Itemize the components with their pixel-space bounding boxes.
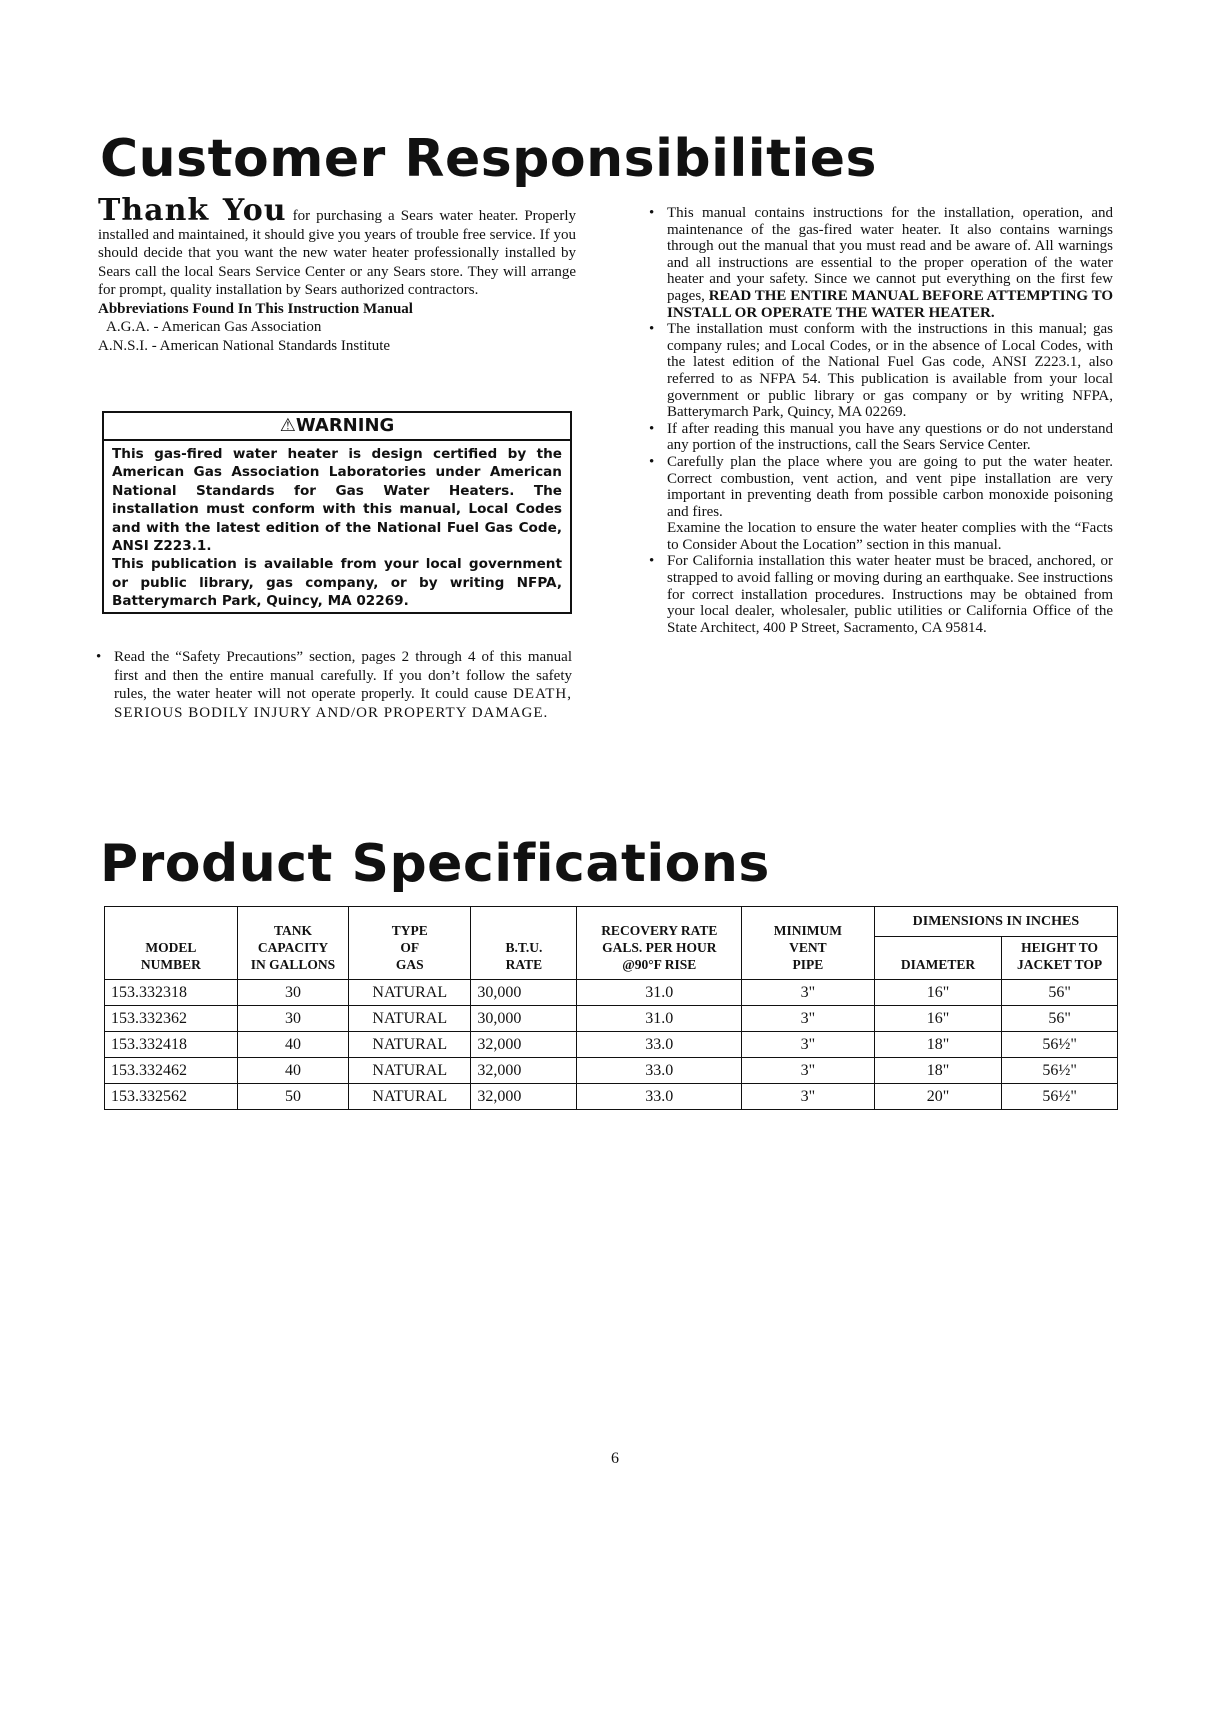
header-recovery-rate: RECOVERY RATE GALS. PER HOUR @90°F RISE [577,907,742,980]
cell-recovery: 33.0 [577,1084,742,1110]
cell-tank: 40 [237,1058,348,1084]
cell-vent: 3" [742,1058,875,1084]
cell-height: 56" [1002,1006,1118,1032]
cell-recovery: 33.0 [577,1032,742,1058]
page-number: 6 [611,1450,619,1467]
cell-diameter: 16" [874,980,1001,1006]
warning-text-publication: This publication is available from your local government or public library, gas company, or by writing NFPA, Batterymarch Park, Quincy, MA 02269. [112,556,562,610]
header-minimum-vent-pipe: MINIMUM VENT PIPE [742,907,875,980]
cell-gas: NATURAL [349,1058,471,1084]
list-item: • For California installation this water heater must be braced, anchored, or strapped to avoid falling or moving during an earthquake. See instructions for correct installation procedures. Instructions may be obtained from your local dealer, wholesaler, public utilities or California Office of the State Architect, 400 P Street, Sacramento, CA 95814. [649,553,1113,636]
cell-height: 56½" [1002,1084,1118,1110]
cell-btu: 30,000 [471,980,577,1006]
cell-height: 56½" [1002,1032,1118,1058]
left-column [98,193,576,355]
section-title-product-specifications: Product Specifications [100,834,770,894]
left-bullet-list [96,648,572,722]
right-column [649,205,1113,636]
warning-box [102,411,572,614]
thank-you-heading: Thank You [98,193,287,228]
cell-model: 153.332418 [105,1032,238,1058]
cell-vent: 3" [742,1084,875,1110]
header-model-number: MODEL NUMBER [105,907,238,980]
list-item: • The installation must conform with the instructions in this manual; gas company rules; and Local Codes, or in the absence of Local Codes, with the latest edition of the National Fuel Gas code, ANSI Z223.1, also referred to as NFPA 54. This publication is available from your local government or public library or gas company or by writing NFPA, Batterymarch Park, Quincy, MA 02269. [649,321,1113,421]
cell-gas: NATURAL [349,1084,471,1110]
header-type-of-gas: TYPE OF GAS [349,907,471,980]
table-header-row [105,907,1118,937]
cell-height: 56½" [1002,1058,1118,1084]
table-row [105,1006,1118,1032]
cell-vent: 3" [742,1006,875,1032]
warning-header: ⚠WARNING [104,413,570,441]
specifications-table [104,906,1118,1110]
table-row [105,1032,1118,1058]
thank-you-text: for purchasing a Sears water heater. Properly installed and maintained, it should give you years of trouble free service. If you should decide that you want the new water heater professionally installed by Sears call the local Sears Service Center or any Sears store. They will arrange for prompt, quality installation by Sears authorized contractors. [98,208,576,298]
thank-you-paragraph [98,193,576,300]
warning-text-certification: This gas-fired water heater is design certified by the American Gas Association Laboratories under American National Standards for Gas Water Heaters. The installation must conform with this manual, Local Codes and with the latest edition of the National Fuel Gas Code, ANSI Z223.1. [112,446,562,555]
list-item: • Read the “Safety Precautions” section, pages 2 through 4 of this manual first and then the entire manual carefully. If you don’t follow the safety rules, the water heater will not operate properly. It could cause DEATH, SERIOUS BODILY INJURY AND/OR PROPERTY DAMAGE. [96,648,572,722]
section-title-customer-responsibilities: Customer Responsibilities [100,129,878,189]
cell-model: 153.332362 [105,1006,238,1032]
cell-model: 153.332318 [105,980,238,1006]
header-btu-rate: B.T.U. RATE [471,907,577,980]
cell-gas: NATURAL [349,1006,471,1032]
cell-btu: 32,000 [471,1058,577,1084]
abbreviations-heading: Abbreviations Found In This Instruction Manual [98,300,413,317]
cell-recovery: 33.0 [577,1058,742,1084]
cell-diameter: 20" [874,1084,1001,1110]
cell-model: 153.332462 [105,1058,238,1084]
right-bullet-list [649,205,1113,636]
header-diameter: DIAMETER [874,937,1001,980]
header-height-to-jacket-top: HEIGHT TO JACKET TOP [1002,937,1118,980]
cell-height: 56" [1002,980,1118,1006]
cell-model: 153.332562 [105,1084,238,1110]
list-item: • This manual contains instructions for the installation, operation, and maintenance of the gas-fired water heater. It also contains warnings through out the manual that you must read and be aware of. All warnings and all instructions are essential to the proper operation of the water heater and your safety. Since we cannot put everything on the first few pages, READ THE ENTIRE MANUAL BEFORE ATTEMPTING TO INSTALL OR OPERATE THE WATER HEATER. [649,205,1113,321]
cell-recovery: 31.0 [577,1006,742,1032]
cell-btu: 30,000 [471,1006,577,1032]
cell-btu: 32,000 [471,1084,577,1110]
read-entire-manual-text: READ THE ENTIRE MANUAL BEFORE ATTEMPTING TO INSTALL OR OPERATE THE WATER HEATER. [667,287,1114,321]
table-row [105,1058,1118,1084]
cell-vent: 3" [742,980,875,1006]
list-item: • If after reading this manual you have any questions or do not understand any portion of the instructions, call the Sears Service Center. [649,421,1113,454]
abbreviation-ansi: A.N.S.I. - American National Standards Institute [98,337,391,354]
location-note: Examine the location to ensure the water heater complies with the “Facts to Consider About the Location” section in this manual. [667,520,1113,553]
cell-diameter: 18" [874,1032,1001,1058]
cell-vent: 3" [742,1032,875,1058]
cell-tank: 30 [237,980,348,1006]
cell-tank: 30 [237,1006,348,1032]
cell-diameter: 16" [874,1006,1001,1032]
header-tank-capacity: TANK CAPACITY IN GALLONS [237,907,348,980]
list-item: • Carefully plan the place where you are going to put the water heater. Correct combustion, vent action, and vent pipe installation are very important in preventing death from possible carbon monoxide poisoning and fires. Examine the location to ensure the water heater complies with the “Facts to Consider About the Location” section in this manual. [649,454,1113,554]
table-row [105,1084,1118,1110]
cell-diameter: 18" [874,1058,1001,1084]
abbreviation-aga: A.G.A. - American Gas Association [106,319,322,335]
header-dimensions-in-inches: DIMENSIONS IN INCHES [874,907,1117,937]
cell-gas: NATURAL [349,980,471,1006]
table-row [105,980,1118,1006]
cell-tank: 50 [237,1084,348,1110]
cell-gas: NATURAL [349,1032,471,1058]
cell-recovery: 31.0 [577,980,742,1006]
cell-btu: 32,000 [471,1032,577,1058]
cell-tank: 40 [237,1032,348,1058]
danger-caps-text: DEATH, SERIOUS BODILY INJURY AND/OR PROPERTY DAMAGE. [114,686,572,721]
